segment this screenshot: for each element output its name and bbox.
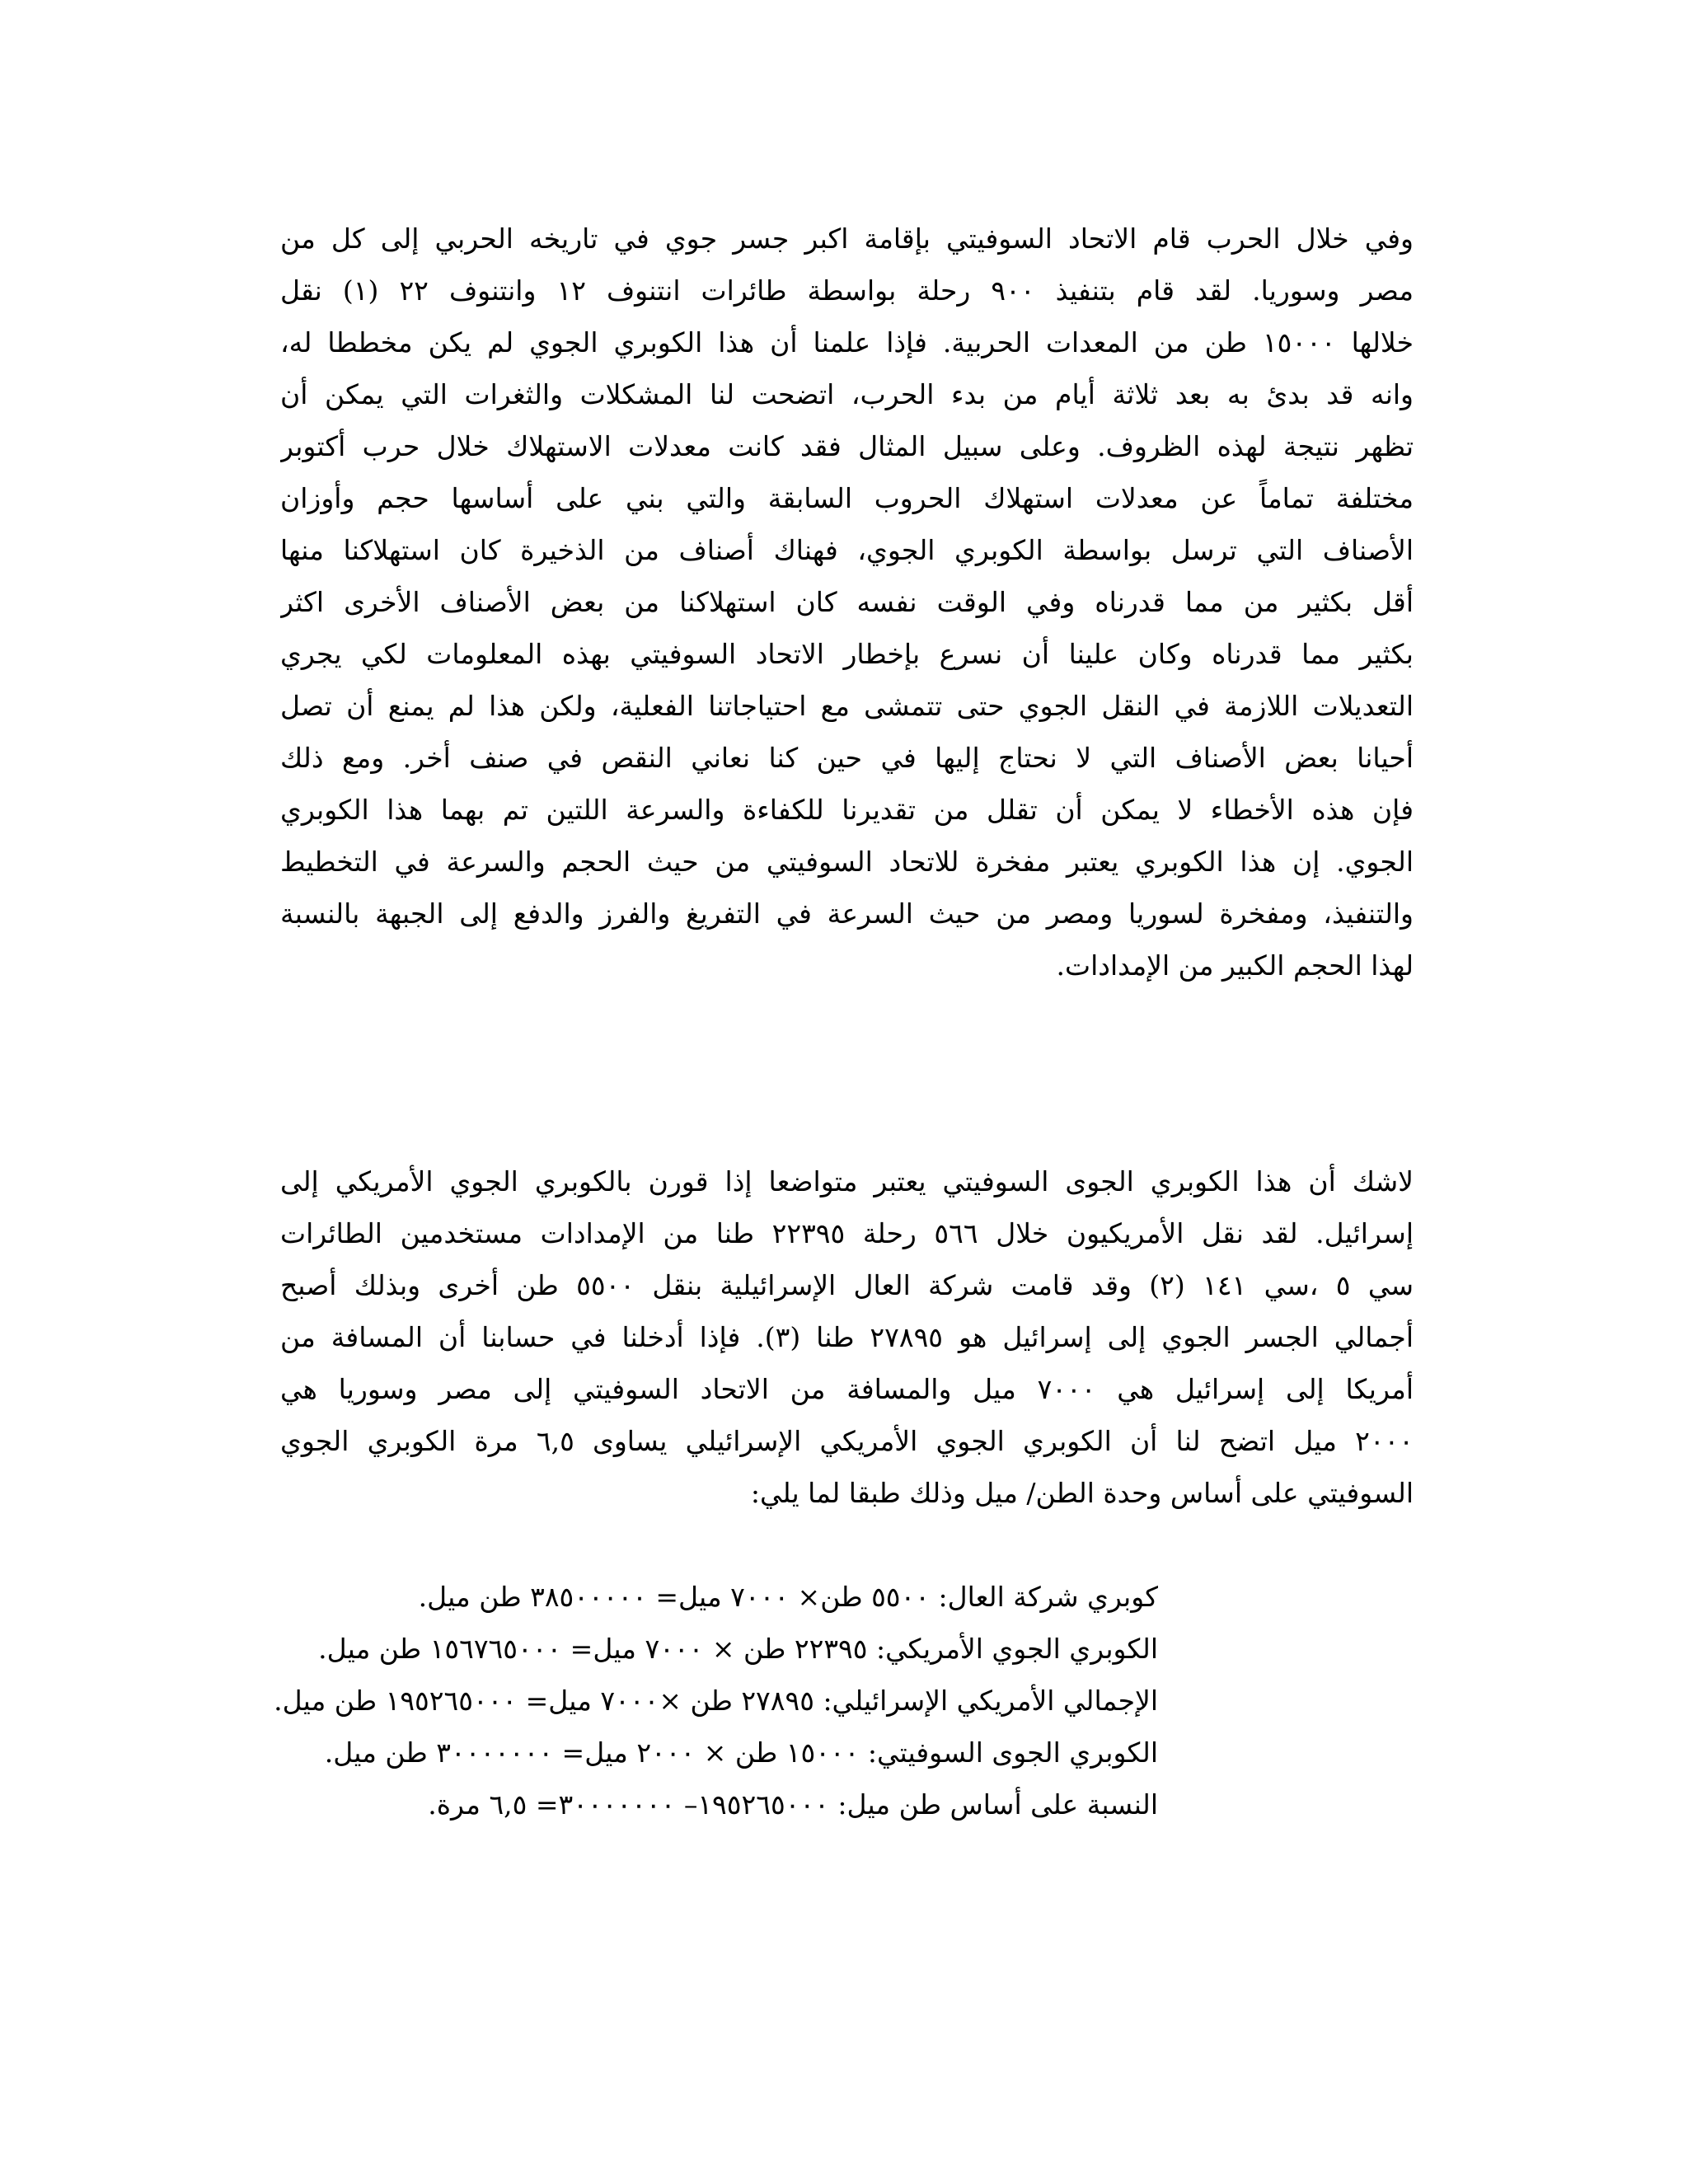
- text-line: أمريكا إلى إسرائيل هي ٧٠٠٠ ميل والمسافة من الاتحاد السوفيتي إلى مصر وسوريا هي: [280, 1373, 1414, 1405]
- paragraph-american-airlift: [280, 1155, 1414, 1519]
- text-line: لاشك أن هذا الكوبري الجوى السوفيتي يعتبر متواضعا إذا قورن بالكوبري الجوي الأمريكي إلى: [280, 1165, 1414, 1197]
- text-line: وفي خلال الحرب قام الاتحاد السوفيتي بإقامة اكبر جسر جوي في تاريخه الحربي إلى كل من: [280, 223, 1414, 255]
- calc-line-ratio: النسبة على أساس طن ميل: ١٩٥٢٦٥٠٠٠– ٣٠٠٠٠٠٠٠= ٦,٥ مرة.: [428, 1788, 1158, 1821]
- text-line: تظهر نتيجة لهذه الظروف. وعلى سبيل المثال فقد كانت معدلات الاستهلاك خلال حرب أكتوبر: [280, 430, 1414, 462]
- paragraph-soviet-airlift: [280, 213, 1414, 991]
- calc-line-us-israel-total: الإجمالي الأمريكي الإسرائيلي: ٢٧٨٩٥ طن ×٧٠٠٠ ميل= ١٩٥٢٦٥٠٠٠ طن ميل.: [274, 1685, 1158, 1717]
- text-line: مصر وسوريا. لقد قام بتنفيذ ٩٠٠ رحلة بواسطة طائرات انتنوف ١٢ وانتنوف ٢٢ (١) نقل: [280, 274, 1414, 307]
- ton-mile-calculations: [274, 1571, 1414, 1830]
- calc-line-us-airlift: الكوبري الجوي الأمريكي: ٢٢٣٩٥ طن × ٧٠٠٠ ميل= ١٥٦٧٦٥٠٠٠ طن ميل.: [318, 1633, 1158, 1665]
- text-line: أجمالي الجسر الجوي إلى إسرائيل هو ٢٧٨٩٥ طنا (٣). فإذا أدخلنا في حسابنا أن المسافة من: [280, 1321, 1414, 1353]
- text-line: خلالها ١٥٠٠٠ طن من المعدات الحربية. فإذا علمنا أن هذا الكوبري الجوي لم يكن مخططا له،: [280, 326, 1414, 359]
- text-line: لهذا الحجم الكبير من الإمدادات.: [1056, 949, 1414, 982]
- calc-line-el-al: كوبري شركة العال: ٥٥٠٠ طن× ٧٠٠٠ ميل= ٣٨٥٠٠٠٠٠ طن ميل.: [418, 1581, 1158, 1613]
- text-line: الجوي. إن هذا الكوبري يعتبر مفخرة للاتحاد السوفيتي من حيث الحجم والسرعة في التخطيط: [280, 846, 1414, 878]
- text-line: الأصناف التي ترسل بواسطة الكوبري الجوي، فهناك أصناف من الذخيرة كان استهلاكنا منها: [280, 534, 1414, 566]
- text-line: التعديلات اللازمة في النقل الجوي حتى تتمشى مع احتياجاتنا الفعلية، ولكن هذا لم يمنع أن تصل: [280, 690, 1414, 722]
- text-line: والتنفيذ، ومفخرة لسوريا ومصر من حيث السرعة في التفريغ والفرز والدفع إلى الجبهة بالنسبة: [280, 898, 1414, 930]
- text-line: فإن هذه الأخطاء لا يمكن أن تقلل من تقديرنا للكفاءة والسرعة اللتين تم بهما هذا الكوبري: [280, 794, 1414, 826]
- text-line: بكثير مما قدرناه وكان علينا أن نسرع بإخطار الاتحاد السوفيتي بهذه المعلومات لكي يجري: [280, 638, 1414, 670]
- text-line: مختلفة تماماً عن معدلات استهلاك الحروب السابقة والتي بني على أساسها حجم وأوزان: [280, 482, 1414, 514]
- text-line: أحيانا بعض الأصناف التي لا نحتاج إليها في حين كنا نعاني النقص في صنف أخر. ومع ذلك: [280, 742, 1414, 774]
- text-line: إسرائيل. لقد نقل الأمريكيون خلال ٥٦٦ رحلة ٢٢٣٩٥ طنا من الإمدادات مستخدمين الطائرات: [280, 1217, 1414, 1249]
- text-line: وانه قد بدئ به بعد ثلاثة أيام من بدء الحرب، اتضحت لنا المشكلات والثغرات التي يمكن أن: [280, 378, 1414, 410]
- text-line: ٢٠٠٠ ميل اتضح لنا أن الكوبري الجوي الأمريكي الإسرائيلي يساوى ٦,٥ مرة الكوبري الجوي: [280, 1425, 1414, 1457]
- text-line: أقل بكثير من مما قدرناه وفي الوقت نفسه كان استهلاكنا من بعض الأصناف الأخرى اكثر: [280, 586, 1414, 618]
- calc-line-soviet-airlift: الكوبري الجوى السوفيتي: ١٥٠٠٠ طن × ٢٠٠٠ ميل= ٣٠٠٠٠٠٠٠ طن ميل.: [324, 1736, 1158, 1769]
- text-line: سي ٥ ،سي ١٤١ (٢) وقد قامت شركة العال الإسرائيلية بنقل ٥٥٠٠ طن أخرى وبذلك أصبح: [280, 1269, 1414, 1301]
- text-line: السوفيتي على أساس وحدة الطن/ ميل وذلك طبقا لما يلي:: [750, 1477, 1414, 1509]
